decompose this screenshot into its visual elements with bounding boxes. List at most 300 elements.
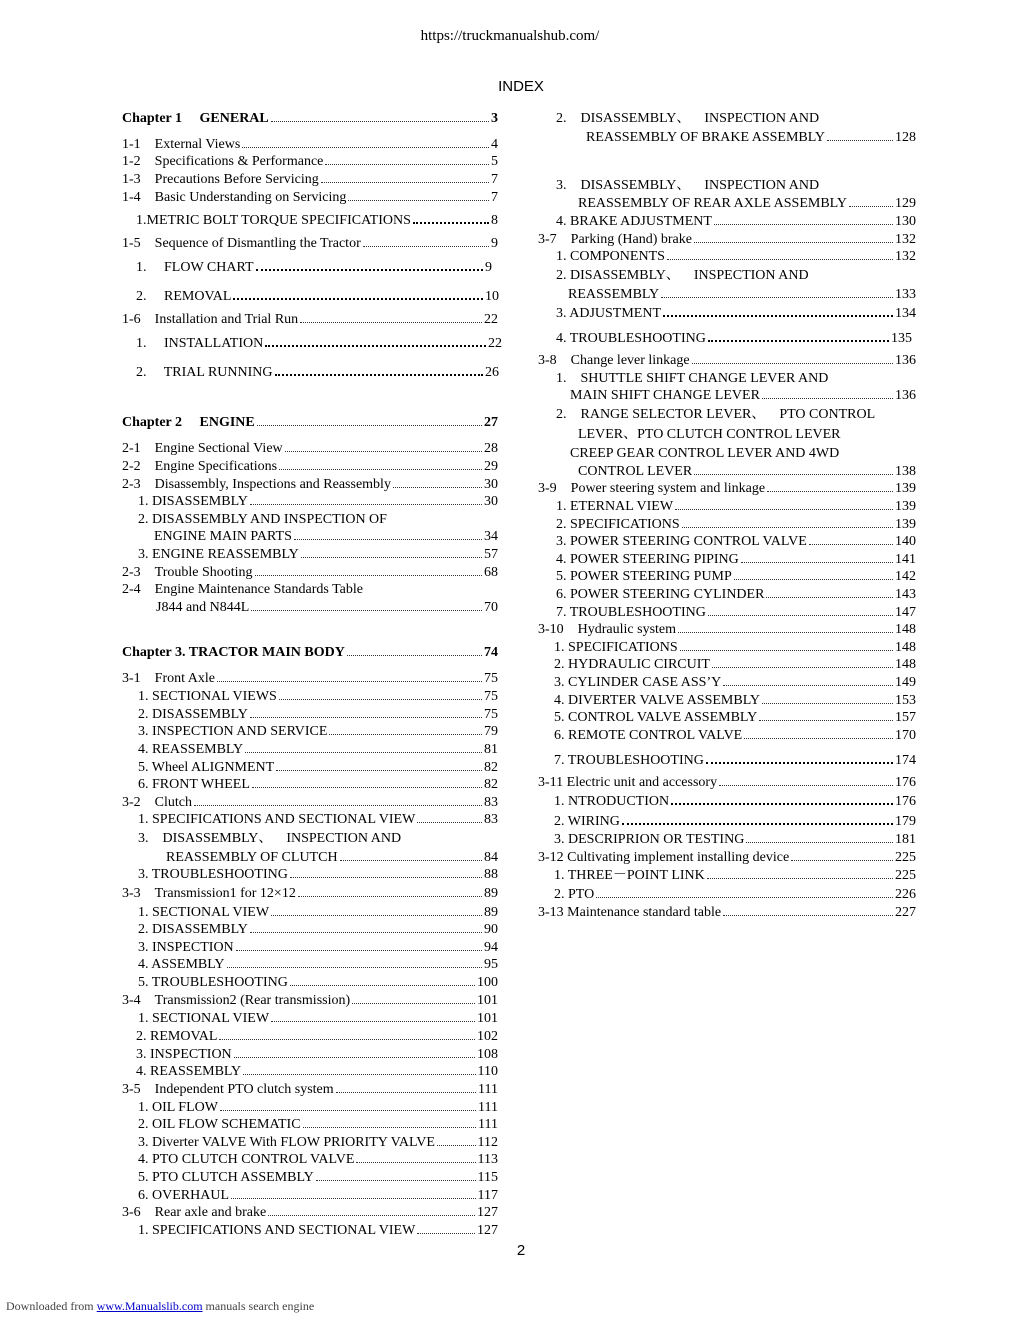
left-toc-entry[interactable] (138, 1134, 498, 1151)
left-toc-continuation-line: 3. DISASSEMBLY、 INSPECTION AND (138, 831, 402, 846)
toc-entry-page: 34 (484, 529, 498, 544)
toc-entry-page: 112 (477, 1135, 498, 1150)
dot-leader (706, 762, 893, 764)
right-toc-entry[interactable] (538, 480, 916, 497)
toc-entry-label: 4. BRAKE ADJUSTMENT (556, 214, 712, 229)
right-toc-entry[interactable] (556, 533, 916, 550)
dot-leader (256, 269, 483, 271)
right-toc-entry[interactable] (554, 752, 916, 769)
toc-entry-label: 1. ETERNAL VIEW (556, 499, 674, 514)
left-toc-entry[interactable] (138, 1169, 498, 1186)
dot-leader (257, 425, 482, 426)
right-toc-entry[interactable] (556, 568, 916, 585)
toc-entry-label: 3. CYLINDER CASE ASS’Y (554, 675, 722, 690)
toc-entry-label: 5. TROUBLESHOOTING (138, 975, 288, 990)
left-toc-entry[interactable] (122, 110, 498, 127)
left-toc-entry[interactable] (136, 259, 492, 276)
dot-leader (219, 1039, 475, 1040)
dot-leader (417, 1233, 475, 1234)
toc-entry-label: 3. ENGINE REASSEMBLY (138, 547, 299, 562)
toc-entry-page: 75 (484, 707, 498, 722)
right-toc-entry[interactable] (554, 813, 916, 830)
left-toc-entry[interactable] (122, 440, 498, 457)
toc-entry-label: 1.METRIC BOLT TORQUE SPECIFICATIONS (136, 213, 411, 228)
toc-entry-label: 1. THREE－POINT LINK (554, 868, 705, 883)
right-toc-continuation-line: 3. DISASSEMBLY、 INSPECTION AND (556, 178, 820, 193)
toc-entry-page: 102 (477, 1029, 498, 1044)
dot-leader (714, 224, 893, 225)
toc-entry-label: J844 and N844L (156, 600, 250, 615)
left-toc-entry[interactable] (122, 1081, 498, 1098)
index-title: INDEX (498, 78, 544, 95)
left-toc-entry[interactable] (138, 939, 498, 956)
dot-leader (329, 734, 482, 735)
right-toc-entry[interactable] (578, 463, 916, 480)
dot-leader (285, 451, 482, 452)
right-toc-entry[interactable] (556, 551, 916, 568)
left-toc-entry[interactable] (138, 921, 498, 938)
toc-entry-label: 1. SPECIFICATIONS AND SECTIONAL VIEW (138, 1223, 416, 1238)
toc-entry-label: 3-13 Maintenance standard table (538, 905, 722, 920)
left-toc-entry[interactable] (122, 235, 498, 252)
left-toc-entry[interactable] (156, 599, 498, 616)
left-toc-entry[interactable] (138, 1151, 498, 1168)
toc-entry-page: 138 (895, 464, 916, 479)
dot-leader (227, 967, 482, 968)
left-toc-entry[interactable] (136, 1046, 498, 1063)
toc-entry-label: 5. PTO CLUTCH ASSEMBLY (138, 1170, 314, 1185)
toc-entry-label: 3. Diverter VALVE With FLOW PRIORITY VALVE (138, 1135, 435, 1150)
right-toc-entry[interactable] (556, 498, 916, 515)
toc-entry-page: 134 (895, 306, 916, 321)
toc-entry-page: 30 (484, 494, 498, 509)
toc-entry-page: 141 (895, 552, 916, 567)
dot-leader (417, 822, 482, 823)
toc-entry-page: 79 (484, 724, 498, 739)
left-toc-entry[interactable] (122, 564, 498, 581)
dot-leader (734, 579, 893, 580)
toc-entry-page: 84 (484, 850, 498, 865)
toc-entry-label: 4. PTO CLUTCH CONTROL VALVE (138, 1152, 355, 1167)
toc-entry-page: 3 (491, 111, 498, 126)
toc-entry-label: 4. DIVERTER VALVE ASSEMBLY (554, 693, 760, 708)
toc-entry-page: 88 (484, 867, 498, 882)
right-toc-continuation-line: 2. RANGE SELECTOR LEVER、 PTO CONTROL (556, 407, 876, 422)
toc-entry-page: 83 (484, 795, 498, 810)
toc-entry-label: 2. REMOVAL (136, 1029, 218, 1044)
dot-leader (243, 1074, 475, 1075)
left-toc-entry[interactable] (138, 1222, 498, 1239)
dot-leader (791, 860, 893, 861)
left-toc-entry[interactable] (122, 476, 498, 493)
dot-leader (231, 1198, 476, 1199)
dot-leader (255, 575, 482, 576)
left-toc-entry[interactable] (122, 644, 498, 661)
toc-entry-label: 2. REMOVAL (136, 289, 232, 304)
toc-entry-page: 94 (484, 940, 498, 955)
toc-entry-label: 1. OIL FLOW (138, 1100, 218, 1115)
toc-entry-label: REASSEMBLY OF BRAKE ASSEMBLY (586, 130, 826, 145)
dot-leader (667, 259, 893, 260)
toc-entry-page: 111 (478, 1117, 498, 1132)
toc-entry-page: 130 (895, 214, 916, 229)
toc-entry-page: 226 (895, 887, 916, 902)
toc-entry-label: 3-8 Change lever linkage (538, 353, 690, 368)
right-toc-entry[interactable] (554, 692, 916, 709)
toc-entry-label: 1. SECTIONAL VIEWS (138, 689, 277, 704)
toc-entry-label: 3-12 Cultivating implement installing device (538, 850, 790, 865)
toc-entry-label: 3-6 Rear axle and brake (122, 1205, 267, 1220)
footer-prefix: Downloaded from (6, 1299, 94, 1313)
dot-leader (298, 896, 482, 897)
toc-entry-label: 6. FRONT WHEEL (138, 777, 250, 792)
right-toc-entry[interactable] (568, 286, 916, 303)
toc-entry-label: 3-7 Parking (Hand) brake (538, 232, 692, 247)
toc-entry-label: 2-2 Engine Specifications (122, 459, 278, 474)
left-toc-entry[interactable] (138, 1187, 498, 1204)
dot-leader (708, 340, 889, 342)
toc-entry-page: 148 (895, 640, 916, 655)
toc-entry-label: 2-3 Disassembly, Inspections and Reassembly (122, 477, 391, 492)
left-toc-entry[interactable] (138, 904, 498, 921)
toc-entry-page: 149 (895, 675, 916, 690)
dot-leader (712, 667, 893, 668)
dot-leader (363, 246, 489, 247)
right-toc-entry[interactable] (556, 305, 916, 322)
left-toc-entry[interactable] (122, 885, 498, 902)
dot-leader (663, 315, 893, 317)
right-toc-entry[interactable] (554, 793, 916, 810)
dot-leader (849, 206, 893, 207)
left-toc-entry[interactable] (122, 171, 498, 188)
dot-leader (251, 610, 482, 611)
dot-leader (294, 539, 482, 540)
right-toc-entry[interactable] (556, 586, 916, 603)
right-toc-entry[interactable] (554, 709, 916, 726)
dot-leader (671, 803, 893, 805)
toc-entry-page: 113 (477, 1152, 498, 1167)
left-toc-entry[interactable] (138, 1116, 498, 1133)
dot-leader (250, 504, 482, 505)
dot-leader (744, 738, 893, 739)
toc-entry-label: Chapter 2 ENGINE (122, 415, 255, 430)
toc-entry-label: Chapter 1 GENERAL (122, 111, 269, 126)
right-toc-entry[interactable] (538, 904, 916, 921)
left-toc-entry[interactable] (138, 723, 498, 740)
dot-leader (300, 322, 482, 323)
toc-entry-page: 128 (895, 130, 916, 145)
left-toc-entry[interactable] (136, 1063, 498, 1080)
toc-entry-label: 3-1 Front Axle (122, 671, 215, 686)
dot-leader (271, 915, 482, 916)
dot-leader (250, 717, 482, 718)
toc-entry-page: 101 (477, 1011, 498, 1026)
toc-entry-page: 82 (484, 777, 498, 792)
toc-entry-label: 1. SPECIFICATIONS AND SECTIONAL VIEW (138, 812, 416, 827)
right-toc-continuation-line: 1. SHUTTLE SHIFT CHANGE LEVER AND (556, 371, 829, 386)
toc-entry-label: MAIN SHIFT CHANGE LEVER (570, 388, 760, 403)
left-toc-entry[interactable] (138, 706, 498, 723)
toc-entry-page: 83 (484, 812, 498, 827)
dot-leader (252, 787, 482, 788)
left-toc-entry[interactable] (138, 1099, 498, 1116)
dot-leader (194, 805, 482, 806)
toc-entry-page: 100 (477, 975, 498, 990)
toc-entry-label: 6. OVERHAUL (138, 1188, 229, 1203)
right-toc-entry[interactable] (554, 886, 916, 903)
toc-entry-label: REASSEMBLY OF CLUTCH (166, 850, 338, 865)
toc-entry-page: 90 (484, 922, 498, 937)
left-toc-entry[interactable] (138, 811, 498, 828)
right-toc-entry[interactable] (586, 129, 916, 146)
right-toc-entry[interactable] (538, 231, 916, 248)
left-toc-entry[interactable] (136, 288, 499, 305)
left-toc-entry[interactable] (154, 528, 498, 545)
toc-entry-page: 74 (484, 645, 498, 660)
dot-leader (301, 557, 482, 558)
toc-entry-page: 148 (895, 622, 916, 637)
left-toc-entry[interactable] (122, 414, 498, 431)
toc-entry-label: REASSEMBLY (568, 287, 660, 302)
dot-leader (271, 121, 489, 122)
toc-entry-label: 3. POWER STEERING CONTROL VALVE (556, 534, 807, 549)
right-toc-continuation-line: 2. DISASSEMBLY、 INSPECTION AND (556, 111, 820, 126)
left-toc-entry[interactable] (138, 974, 498, 991)
dot-leader (762, 398, 893, 399)
left-toc-entry[interactable] (138, 1010, 498, 1027)
toc-entry-label: Chapter 3. TRACTOR MAIN BODY (122, 645, 345, 660)
dot-leader (336, 1092, 476, 1093)
dot-leader (661, 297, 893, 298)
right-toc-entry[interactable] (554, 727, 916, 744)
toc-entry-page: 75 (484, 689, 498, 704)
toc-entry-page: 133 (895, 287, 916, 302)
toc-entry-page: 176 (895, 794, 916, 809)
toc-entry-label: 4. REASSEMBLY (136, 1064, 242, 1079)
toc-entry-label: 2-3 Trouble Shooting (122, 565, 253, 580)
dot-leader (236, 950, 482, 951)
left-toc-entry[interactable] (138, 956, 498, 973)
dot-leader (723, 685, 893, 686)
toc-entry-label: CONTROL LEVER (578, 464, 693, 479)
toc-entry-page: 135 (891, 331, 912, 346)
toc-entry-page: 101 (477, 993, 498, 1008)
toc-entry-page: 129 (895, 196, 916, 211)
right-toc-entry[interactable] (556, 330, 912, 347)
toc-entry-label: 6. POWER STEERING CYLINDER (556, 587, 765, 602)
toc-entry-page: 57 (484, 547, 498, 562)
dot-leader (762, 703, 893, 704)
toc-entry-label: ENGINE MAIN PARTS (154, 529, 292, 544)
dot-leader (290, 985, 475, 986)
left-toc-entry[interactable] (136, 1028, 498, 1045)
toc-entry-label: 7. TROUBLESHOOTING (556, 605, 706, 620)
dot-leader (352, 1003, 475, 1004)
toc-entry-page: 81 (484, 742, 498, 757)
toc-entry-label: 4. REASSEMBLY (138, 742, 244, 757)
toc-entry-page: 157 (895, 710, 916, 725)
left-toc-continuation-line: 2. DISASSEMBLY AND INSPECTION OF (138, 512, 387, 527)
toc-entry-page: 127 (477, 1205, 498, 1220)
toc-entry-label: 3-4 Transmission2 (Rear transmission) (122, 993, 351, 1008)
toc-entry-page: 111 (478, 1082, 498, 1097)
left-toc-entry[interactable] (138, 776, 498, 793)
dot-leader (707, 878, 893, 879)
toc-entry-label: 2. DISASSEMBLY (138, 922, 248, 937)
dot-leader (596, 897, 893, 898)
right-toc-entry[interactable] (554, 639, 916, 656)
toc-entry-label: 1. DISASSEMBLY (138, 494, 248, 509)
toc-entry-page: 132 (895, 249, 916, 264)
right-toc-entry[interactable] (556, 213, 916, 230)
left-toc-entry[interactable] (138, 866, 498, 883)
left-toc-entry[interactable] (122, 992, 498, 1009)
toc-entry-label: 1. SPECIFICATIONS (554, 640, 678, 655)
right-toc-entry[interactable] (554, 656, 916, 673)
left-toc-entry[interactable] (136, 212, 498, 229)
left-toc-entry[interactable] (122, 311, 498, 328)
toc-entry-page: 170 (895, 728, 916, 743)
toc-entry-page: 176 (895, 775, 916, 790)
dot-leader (741, 562, 893, 563)
toc-entry-label: 2. WIRING (554, 814, 620, 829)
toc-entry-label: 3. DESCRIPRION OR TESTING (554, 832, 745, 847)
right-toc-entry[interactable] (556, 604, 916, 621)
toc-entry-page: 174 (895, 753, 916, 768)
toc-entry-page: 22 (484, 312, 498, 327)
toc-entry-label: 1-1 External Views (122, 137, 241, 152)
toc-entry-page: 27 (484, 415, 498, 430)
toc-entry-label: 1-6 Installation and Trial Run (122, 312, 299, 327)
toc-entry-page: 7 (491, 172, 498, 187)
left-toc-entry[interactable] (122, 189, 498, 206)
left-toc-entry[interactable] (122, 136, 498, 153)
dot-leader (678, 632, 893, 633)
right-toc-entry[interactable] (538, 352, 916, 369)
left-toc-entry[interactable] (136, 364, 499, 381)
toc-entry-label: 4. TROUBLESHOOTING (556, 331, 706, 346)
dot-leader (348, 200, 489, 201)
left-toc-entry[interactable] (122, 670, 498, 687)
dot-leader (682, 527, 893, 528)
toc-entry-page: 179 (895, 814, 916, 829)
toc-entry-label: 3-2 Clutch (122, 795, 192, 810)
footer-suffix: manuals search engine (205, 1299, 315, 1313)
toc-entry-page: 108 (477, 1047, 498, 1062)
toc-entry-page: 89 (484, 886, 498, 901)
toc-entry-page: 10 (485, 289, 499, 304)
toc-entry-label: 2. PTO (554, 887, 595, 902)
dot-leader (233, 298, 483, 300)
left-toc-continuation-line: 2-4 Engine Maintenance Standards Table (122, 582, 363, 597)
dot-leader (250, 932, 482, 933)
toc-entry-label: 1. FLOW CHART (136, 260, 254, 275)
toc-entry-page: 115 (477, 1170, 498, 1185)
toc-entry-page: 9 (485, 260, 492, 275)
toc-entry-page: 127 (477, 1223, 498, 1238)
dot-leader (393, 487, 482, 488)
dot-leader (694, 474, 893, 475)
toc-entry-page: 5 (491, 154, 498, 169)
toc-entry-label: 3-11 Electric unit and accessory (538, 775, 718, 790)
toc-entry-page: 139 (895, 517, 916, 532)
right-toc-entry[interactable] (556, 516, 916, 533)
toc-entry-label: 4. ASSEMBLY (138, 957, 225, 972)
right-toc-entry[interactable] (538, 774, 916, 791)
toc-entry-page: 26 (485, 365, 499, 380)
dot-leader (303, 1127, 476, 1128)
toc-entry-page: 132 (895, 232, 916, 247)
toc-entry-label: 1. COMPONENTS (556, 249, 665, 264)
right-toc-entry[interactable] (554, 831, 916, 848)
right-toc-entry[interactable] (554, 674, 916, 691)
toc-entry-page: 30 (484, 477, 498, 492)
right-toc-entry[interactable] (538, 621, 916, 638)
left-toc-entry[interactable] (138, 741, 498, 758)
dot-leader (271, 1021, 475, 1022)
toc-entry-page: 95 (484, 957, 498, 972)
left-toc-entry[interactable] (166, 849, 498, 866)
toc-entry-page: 70 (484, 600, 498, 615)
dot-leader (746, 842, 893, 843)
dot-leader (809, 544, 893, 545)
toc-entry-label: 4. POWER STEERING PIPING (556, 552, 739, 567)
right-toc-entry[interactable] (570, 387, 916, 404)
left-toc-entry[interactable] (138, 546, 498, 563)
toc-entry-page: 143 (895, 587, 916, 602)
left-toc-entry[interactable] (122, 1204, 498, 1221)
toc-entry-label: 3. INSPECTION AND SERVICE (138, 724, 328, 739)
toc-entry-page: 4 (491, 137, 498, 152)
toc-entry-page: 28 (484, 441, 498, 456)
dot-leader (275, 374, 484, 376)
dot-leader (356, 1162, 475, 1163)
toc-entry-page: 136 (895, 353, 916, 368)
dot-leader (413, 222, 489, 224)
page-number: 2 (516, 1242, 526, 1259)
right-toc-entry[interactable] (556, 248, 916, 265)
footer-link[interactable]: www.Manualslib.com (96, 1299, 203, 1313)
right-toc-entry[interactable] (578, 195, 916, 212)
toc-entry-label: 7. TROUBLESHOOTING (554, 753, 704, 768)
dot-leader (675, 509, 893, 510)
left-toc-entry[interactable] (122, 794, 498, 811)
right-toc-entry[interactable] (538, 849, 916, 866)
left-toc-entry[interactable] (138, 688, 498, 705)
left-toc-entry[interactable] (138, 759, 498, 776)
dot-leader (622, 823, 893, 825)
toc-entry-label: 3. INSPECTION (136, 1047, 232, 1062)
dot-leader (321, 182, 489, 183)
left-toc-entry[interactable] (122, 153, 498, 170)
toc-entry-page: 227 (895, 905, 916, 920)
toc-entry-page: 111 (478, 1100, 498, 1115)
dot-leader (276, 770, 482, 771)
toc-entry-label: 3-10 Hydraulic system (538, 622, 677, 637)
dot-leader (767, 491, 893, 492)
toc-entry-page: 225 (895, 868, 916, 883)
left-toc-entry[interactable] (138, 493, 498, 510)
dot-leader (723, 915, 893, 916)
toc-entry-page: 153 (895, 693, 916, 708)
left-toc-entry[interactable] (136, 335, 502, 352)
right-toc-entry[interactable] (554, 867, 916, 884)
toc-entry-label: 5. CONTROL VALVE ASSEMBLY (554, 710, 758, 725)
left-toc-entry[interactable] (122, 458, 498, 475)
dot-leader (242, 147, 489, 148)
toc-entry-label: 6. REMOTE CONTROL VALVE (554, 728, 743, 743)
dot-leader (766, 597, 893, 598)
